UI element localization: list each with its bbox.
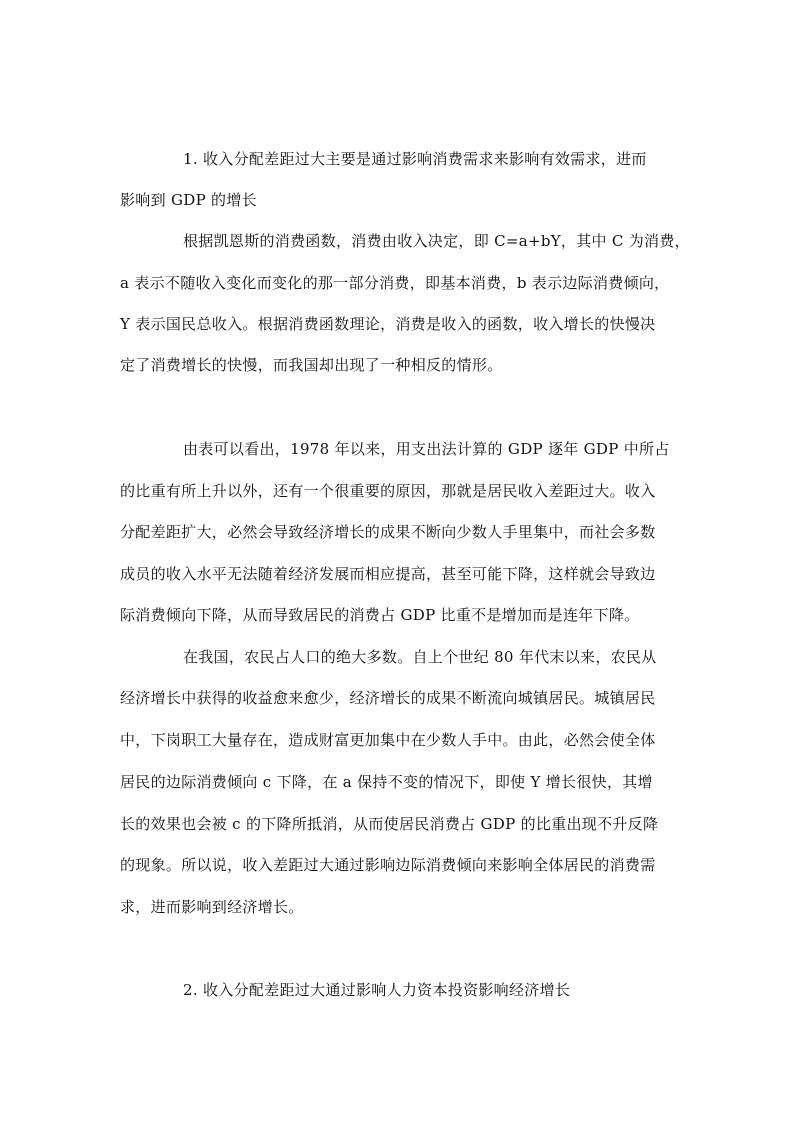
paragraph-line: 居民的边际消费倾向 c 下降，在 a 保持不变的情况下，即使 Y 增长很快，其增	[120, 773, 653, 791]
section-2-heading: 2. 收入分配差距过大通过影响人力资本投资影响经济增长	[183, 981, 571, 999]
paragraph-line: 根据凯恩斯的消费函数，消费由收入决定，即 C=a+bY，其中 C 为消费，	[183, 232, 690, 250]
paragraph-line: 中，下岗职工大量存在，造成财富更加集中在少数人手中。由此，必然会使全体	[120, 731, 656, 749]
paragraph-line: 成员的收入水平无法随着经济发展而相应提高，甚至可能下降，这样就会导致边	[120, 565, 656, 583]
paragraph-line: 分配差距扩大，必然会导致经济增长的成果不断向少数人手里集中，而社会多数	[120, 523, 656, 541]
heading-line: 影响到 GDP 的增长	[120, 191, 257, 209]
paragraph-line: 长的效果也会被 c 的下降所抵消，从而使居民消费占 GDP 的比重出现不升反降	[120, 815, 659, 833]
paragraph-line: 定了消费增长的快慢，而我国却出现了一种相反的情形。	[120, 356, 503, 374]
paragraph-line: 求，进而影响到经济增长。	[120, 898, 304, 916]
paragraph-line: a 表示不随收入变化而变化的那一部分消费，即基本消费，b 表示边际消费倾向，	[120, 274, 670, 292]
paragraph-line: 的现象。所以说，收入差距过大通过影响边际消费倾向来影响全体居民的消费需	[120, 856, 656, 874]
paragraph-line: Y 表示国民总收入。根据消费函数理论，消费是收入的函数，收入增长的快慢决	[120, 315, 656, 333]
paragraph-line: 在我国，农民占人口的绝大多数。自上个世纪 80 年代末以来，农民从	[183, 648, 657, 666]
heading-line: 1. 收入分配差距过大主要是通过影响消费需求来影响有效需求，进而	[183, 150, 647, 168]
paragraph-line: 由表可以看出，1978 年以来，用支出法计算的 GDP 逐年 GDP 中所占	[183, 440, 670, 458]
paragraph-line: 经济增长中获得的收益愈来愈少，经济增长的成果不断流向城镇居民。城镇居民	[120, 689, 656, 707]
paragraph-line: 的比重有所上升以外，还有一个很重要的原因，那就是居民收入差距过大。收入	[120, 482, 656, 500]
paragraph-line: 际消费倾向下降，从而导致居民的消费占 GDP 比重不是增加而是连年下降。	[120, 606, 640, 624]
